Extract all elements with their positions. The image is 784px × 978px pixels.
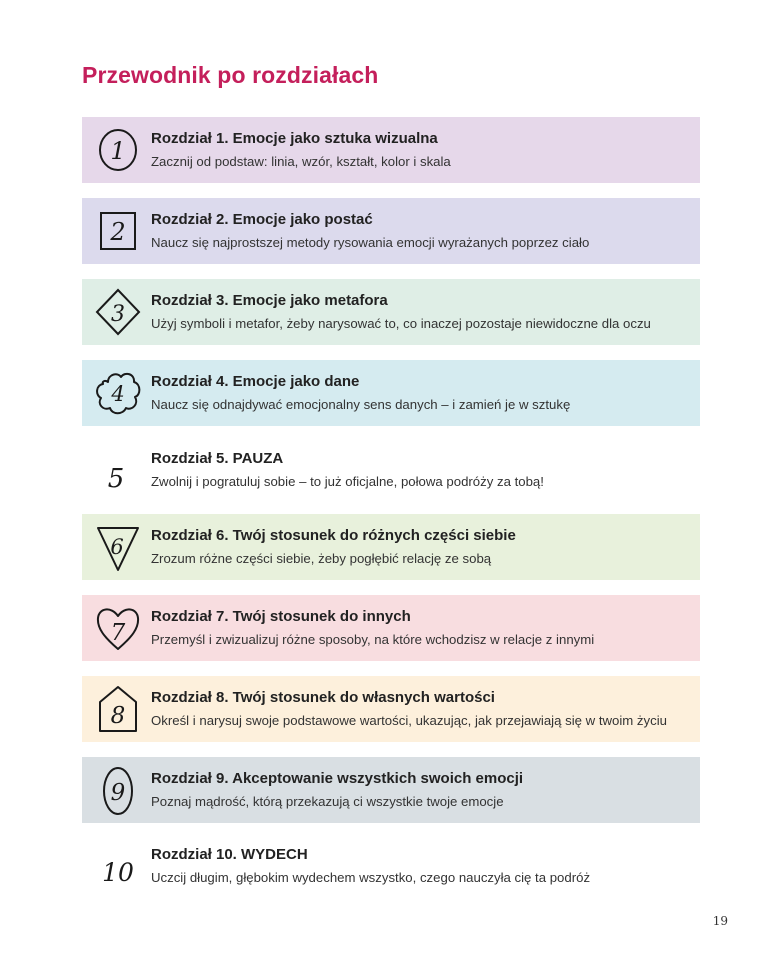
chapter-number-6: 6 — [110, 535, 124, 559]
chapter-number-8: 8 — [110, 703, 126, 729]
chapter-heading-1: Rozdział 1. Emocje jako sztuka wizualna — [151, 130, 438, 147]
chapter-row-10 — [82, 833, 700, 899]
chapter-description-2: Naucz się najprostszej metody rysowania emocji wyrażanych poprzez ciało — [151, 235, 590, 250]
house-icon — [94, 684, 142, 734]
chapter-row-4 — [82, 360, 700, 426]
chapter-number-4: 4 — [111, 382, 125, 406]
chapter-row-8 — [82, 676, 700, 742]
triangle-icon — [94, 522, 142, 572]
page-title: Przewodnik po rozdziałach — [82, 62, 379, 88]
chapter-heading-9: Rozdział 9. Akceptowanie wszystkich swoich emocji — [151, 770, 524, 787]
chapter-heading-5: Rozdział 5. PAUZA — [151, 450, 284, 467]
chapter-number-3: 3 — [111, 302, 125, 327]
chapter-row-5 — [82, 437, 700, 503]
chapter-row-2 — [82, 198, 700, 264]
chapter-row-1 — [82, 117, 700, 183]
diamond-icon — [94, 287, 142, 337]
chapter-number-9: 9 — [110, 780, 126, 806]
chapter-heading-7: Rozdział 7. Twój stosunek do innych — [151, 608, 411, 625]
chapter-heading-10: Rozdział 10. WYDECH — [151, 846, 308, 863]
heart-icon — [94, 603, 142, 653]
chapter-description-9: Poznaj mądrość, którą przekazują ci wszystkie twoje emocje — [151, 794, 504, 809]
circle-icon — [94, 125, 142, 175]
chapter-number-10: 10 — [102, 858, 134, 887]
cloud-icon — [94, 368, 142, 418]
chapter-heading-3: Rozdział 3. Emocje jako metafora — [151, 292, 388, 309]
chapter-description-1: Zacznij od podstaw: linia, wzór, kształt, kolor i skala — [151, 154, 451, 169]
chapter-description-7: Przemyśl i zwizualizuj różne sposoby, na które wchodzisz w relacje z innymi — [151, 632, 595, 647]
chapter-description-8: Określ i narysuj swoje podstawowe wartości, ukazując, jak przejawiają się w twoim życiu — [151, 713, 667, 728]
oval-icon — [94, 765, 142, 815]
chapter-number-1: 1 — [110, 137, 126, 165]
chapter-heading-8: Rozdział 8. Twój stosunek do własnych wartości — [151, 689, 495, 706]
chapter-description-10: Uczcij długim, głębokim wydechem wszystko, czego nauczyła cię ta podróż — [151, 870, 591, 885]
plain-number-icon — [94, 445, 142, 495]
chapter-row-9 — [82, 757, 700, 823]
chapter-number-7: 7 — [110, 620, 126, 646]
plain-number-icon — [94, 841, 142, 891]
chapter-description-6: Zrozum różne części siebie, żeby pogłębić relację ze sobą — [151, 551, 492, 566]
chapter-description-4: Naucz się odnajdywać emocjonalny sens danych – i zamień je w sztukę — [151, 397, 571, 412]
chapter-number-2: 2 — [110, 218, 126, 246]
chapter-heading-2: Rozdział 2. Emocje jako postać — [151, 211, 373, 228]
chapter-heading-4: Rozdział 4. Emocje jako dane — [151, 373, 360, 390]
chapter-row-7 — [82, 595, 700, 661]
chapter-description-5: Zwolnij i pogratuluj sobie – to już oficjalne, połowa podróży za tobą! — [151, 474, 544, 489]
square-icon — [94, 206, 142, 256]
chapter-number-5: 5 — [107, 464, 125, 494]
chapter-row-3 — [82, 279, 700, 345]
chapter-heading-6: Rozdział 6. Twój stosunek do różnych części siebie — [151, 527, 516, 544]
chapter-description-3: Użyj symboli i metafor, żeby narysować to, co inaczej pozostaje niewidoczne dla oczu — [151, 316, 651, 331]
page-number: 19 — [712, 914, 728, 928]
chapter-row-6 — [82, 514, 700, 580]
